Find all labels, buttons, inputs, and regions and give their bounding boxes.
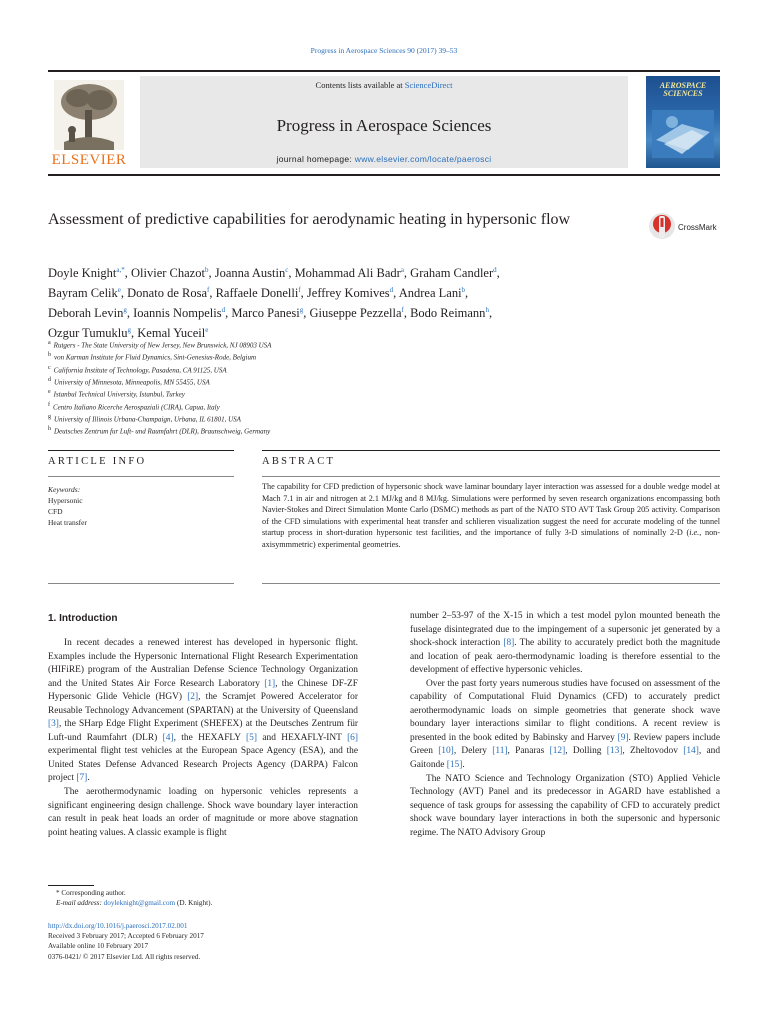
author-name[interactable]: Jeffrey Komives (306, 286, 390, 301)
crossmark-icon (648, 211, 676, 241)
affiliation-text: University of Illinois Urbana-Champaign, Urbana, IL 61801, USA (54, 415, 241, 424)
author-affiliation-marker[interactable]: a,* (116, 266, 125, 274)
affiliation-key: f (48, 401, 50, 408)
author-name[interactable]: Deborah Levin (48, 306, 124, 321)
citation-link[interactable]: [14] (683, 746, 699, 757)
journal-info-box (140, 76, 628, 168)
email-link[interactable]: doyleknight@gmail.com (103, 899, 176, 907)
sciencedirect-link[interactable]: ScienceDirect (404, 80, 453, 90)
affiliation-row (48, 350, 728, 362)
affiliation-text: Rutgers - The State University of New Jersey, New Brunswick, NJ 08903 USA (53, 341, 272, 350)
email-note (48, 898, 368, 908)
author-separator: , (488, 306, 493, 321)
body-text: , Zheltovodov (622, 746, 684, 757)
abstract-part: The capability for CFD prediction of hypersonic shock wave laminar boundary layer interaction was assessed for a double wedge model at Mach 7.1 in air and nitrogen at 2.1 MJ/kg and 8 MJ/kg. Simulations were performed by seven research organizations encompassing both Navier-Stokes and Direct Simulation Monte Carlo (DSMC) methods as part of the NATO STO AVT Task Group 205 activity. Comparison of the CFD simulations with experimental heat transfer and schlieren visualization suggest the need for accurate modeling of the tunnel startup process in short-duration hypersonic test facilities, and the importance of fully 3-D simulations of nominally 2-D ( (262, 482, 720, 537)
author-affiliation-marker[interactable]: b (204, 266, 209, 274)
body-text: The NATO Science and Technology Organization (STO) Applied Vehicle Technology (AVT) Panel and its predecessor in AGARD have established a sequence of task groups for assessing the capability of CFD to accurately predict shock wave boundary layer interactions in both the supersonic and hypersonic regime. The NATO Advisory Group (410, 773, 720, 838)
author-affiliation-marker[interactable]: g (123, 306, 127, 315)
citation-link[interactable]: [12] (549, 746, 566, 757)
article-info-heading: ARTICLE INFO (48, 456, 147, 467)
body-paragraph (410, 678, 720, 773)
body-text: , Dolling (565, 746, 607, 757)
body-text: , Panaras (507, 746, 550, 757)
footnotes (48, 888, 368, 908)
author-separator: , (208, 266, 215, 281)
abstract-heading: ABSTRACT (262, 456, 336, 467)
divider (48, 450, 234, 451)
journal-citation[interactable]: Progress in Aerospace Sciences 90 (2017) 39–53 (310, 46, 458, 55)
body-text: . Review papers include Green (410, 732, 720, 757)
homepage-prefix: journal homepage: (276, 154, 355, 164)
author-separator: , (403, 306, 411, 321)
body-paragraph (410, 773, 720, 841)
citation-link[interactable]: [4] (162, 732, 174, 743)
author-separator: , (465, 286, 469, 301)
citation-link[interactable]: [9] (617, 732, 629, 743)
journal-header (48, 70, 720, 176)
keywords-block (48, 484, 234, 528)
publisher-name: ELSEVIER (51, 152, 127, 168)
body-column-left (48, 637, 358, 840)
divider (262, 583, 720, 584)
cover-art-icon (652, 110, 714, 158)
keywords-label: Keywords: (48, 485, 81, 494)
citation-link[interactable]: [6] (347, 732, 358, 743)
affiliation-key: a (48, 340, 51, 346)
author-affiliation-marker[interactable]: e (117, 286, 121, 295)
body-paragraph (48, 786, 358, 840)
author-name[interactable]: Olivier Chazot (131, 266, 205, 281)
body-text: Over the past forty years numerous studies have focused on assessment of the capability of Computational Fluid Dynamics (CFD) to accurately predict aerothermodynamic loads on simple geometries that generate shock wave boundary layer interactions similar to flight conditions. A recent review is presented in the book edited by Babinsky and Harvey (410, 678, 720, 743)
author-affiliation-marker[interactable]: f (298, 286, 301, 295)
article-title: Assessment of predictive capabilities for aerodynamic heating in hypersonic flow (48, 211, 571, 228)
keyword: CFD (48, 507, 63, 516)
body-column-right (410, 610, 720, 840)
abstract-part: , non-axisymmmetric) experimental geometries. (262, 528, 720, 549)
crossmark-label: CrossMark (678, 223, 717, 232)
author-separator: , (131, 326, 138, 341)
citation-link[interactable]: [8] (503, 638, 515, 649)
body-text: , the SHarp Edge Flight Experiment (SHEFEX) at the Deutsches Zentrum für Luft-und Raumfahrt (DLR) (48, 719, 358, 743)
body-text: number 2–53-97 of the X-15 in which a test model pylon mounted beneath the fuselage disintegrated due to the impingement of a supersonic jet generated by a shock-shock interaction (410, 611, 720, 649)
author-affiliation-marker[interactable]: d (493, 266, 497, 274)
affiliation-text: Centro Italiano Ricerche Aerospaziali (CIRA), Capua, Italy (53, 402, 220, 411)
author-affiliation-marker[interactable]: c (285, 266, 289, 274)
body-text: experimental flight test vehicles at the European Space Agency (ESA), and the United States Defense Advanced Research Projects Agency (DARPA) Falcon project (48, 746, 358, 784)
affiliation-text: California Institute of Technology, Pasadena, CA 91125, USA (53, 365, 227, 374)
body-paragraph (48, 637, 358, 786)
citation-link[interactable]: [13] (606, 746, 623, 757)
abstract-italic: i.e. (689, 528, 700, 537)
citation-link[interactable]: [1] (264, 678, 276, 689)
divider (262, 450, 720, 451)
author-separator: , (126, 306, 134, 321)
affiliation-key: h (48, 426, 51, 433)
author-name[interactable]: Kemal Yuceil (137, 326, 206, 341)
affiliation-text: Deutsches Zentrum fur Luft- und Raumfahrt (DLR), Braunschweig, Germany (54, 427, 271, 436)
received-dates: Received 3 February 2017; Accepted 6 February 2017 (48, 932, 204, 941)
divider (48, 583, 234, 584)
affiliation-row (48, 412, 728, 424)
publication-info (48, 921, 368, 962)
author-name[interactable]: Ozgur Tumuklu (48, 326, 128, 341)
author-separator: , (300, 286, 307, 301)
affiliation-key: e (48, 389, 51, 396)
available-online: Available online 10 February 2017 (48, 942, 149, 951)
author-affiliation-marker[interactable]: b (461, 286, 466, 295)
keyword: Heat transfer (48, 518, 87, 527)
body-text: , the HEXAFLY (173, 732, 247, 743)
author-name[interactable]: Bodo Reimann (410, 306, 486, 321)
author-name[interactable]: Joanna Austin (214, 266, 286, 281)
citation-link[interactable]: [2] (187, 692, 199, 703)
contents-prefix: Contents lists available at (315, 80, 405, 90)
keyword: Hypersonic (48, 496, 83, 505)
affiliation-text: University of Minnesota, Minneapolis, MN 55455, USA (54, 378, 210, 387)
elsevier-logo[interactable] (48, 78, 130, 170)
author-separator: , (403, 266, 411, 281)
affiliation-row (48, 363, 728, 375)
homepage-line (140, 154, 628, 164)
elsevier-tree-icon (54, 80, 124, 150)
citation-link[interactable]: [10] (438, 746, 454, 757)
body-text: , the Chinese DF-ZF Hypersonic Glide Vehicle (HGV) (48, 678, 358, 703)
doi-link[interactable]: http://dx.doi.org/10.1016/j.paerosci.2017.02.001 (48, 922, 188, 930)
homepage-link[interactable]: www.elsevier.com/locate/paerosci (354, 154, 492, 164)
body-text: . The ability to accurately predict both the magnitude and location of peak aero-thermodynamic loading is therefore essential to the development of effective hypersonic vehicles. (410, 638, 720, 676)
body-text: In recent decades a renewed interest has developed in hypersonic flight. Examples include the Hypersonic International Flight Research Experimentation (HIFiRE) program of the Australian Defense Science Technology Organization and the United States Air Force Research Laboratory (48, 638, 358, 689)
body-text: , Delery (453, 746, 493, 757)
author-name[interactable]: Ioannis Nompelis (133, 306, 222, 321)
divider (262, 476, 720, 477)
citation-link[interactable]: [3] (48, 719, 59, 730)
affiliation-list (48, 338, 728, 437)
author-separator: , (288, 266, 295, 281)
author-affiliation-marker[interactable]: e (205, 326, 209, 335)
author-name[interactable]: Doyle Knight (48, 266, 117, 281)
body-text: . (462, 760, 465, 771)
crossmark-badge[interactable] (648, 211, 728, 243)
author-name[interactable]: Raffaele Donelli (215, 286, 299, 301)
body-text: The aerothermodynamic loading on hypersonic vehicles represents a significant engineering design challenge. Shock wave boundary layer interaction can result in peak heat loads an order of magnitude or more above stagnation point heating values. A classic example is flight (48, 787, 358, 838)
author-affiliation-marker[interactable]: d (389, 286, 394, 295)
affiliation-row (48, 338, 728, 350)
author-affiliation-marker[interactable]: f (207, 286, 210, 295)
author-affiliation-marker[interactable]: g (299, 306, 304, 315)
contents-line (140, 80, 628, 90)
affiliation-row (48, 424, 728, 436)
body-text: , and Gaitonde (410, 746, 721, 771)
author-name[interactable]: Andrea Lani (398, 286, 462, 301)
affiliation-row (48, 400, 728, 412)
affiliation-text: von Karman Institute for Fluid Dynamics, Sint-Genesius-Rode, Belgium (54, 353, 256, 362)
cover-title-line1: AEROSPACE (659, 81, 707, 90)
affiliation-row (48, 375, 728, 387)
author-affiliation-marker[interactable]: g (127, 326, 132, 335)
affiliation-key: b (48, 352, 51, 359)
citation-link[interactable]: [15] (446, 760, 463, 771)
author-list (48, 262, 688, 343)
body-text: , the Scramjet Powered Accelerator for Reusable Technology Advancement (SPARTAN) at the University of Queensland (48, 692, 358, 716)
author-affiliation-marker[interactable]: a (400, 266, 404, 274)
author-name[interactable]: Bayram Celik (48, 286, 118, 301)
citation-link[interactable]: [5] (246, 732, 257, 743)
author-separator: , (303, 306, 310, 321)
author-separator: , (496, 266, 500, 281)
author-separator: , (393, 286, 399, 301)
affiliation-key: c (48, 364, 51, 371)
author-affiliation-marker[interactable]: h (485, 306, 489, 315)
author-separator: , (124, 266, 132, 281)
footnote-divider (48, 885, 94, 886)
affiliation-key: g (48, 413, 51, 420)
corresponding-author-note: * Corresponding author. (56, 889, 126, 897)
email-suffix: (D. Knight). (175, 899, 213, 907)
author-name[interactable]: Donato de Rosa (127, 286, 207, 301)
copyright: 0376-0421/ © 2017 Elsevier Ltd. All rights reserved. (48, 952, 201, 961)
author-name[interactable]: Giuseppe Pezzella (309, 306, 402, 321)
cover-title (648, 82, 718, 98)
body-paragraph (410, 610, 720, 678)
author-affiliation-marker[interactable]: f (401, 306, 404, 315)
section-heading-introduction: 1. Introduction (48, 613, 118, 624)
journal-cover-image[interactable] (646, 76, 720, 168)
body-text: and HEXAFLY-INT (256, 732, 348, 743)
divider (48, 476, 234, 477)
body-text: . (87, 773, 90, 784)
author-name[interactable]: Mohammad Ali Badr (294, 266, 401, 281)
citation-link[interactable]: [7] (76, 773, 88, 784)
author-separator: , (120, 286, 128, 301)
affiliation-row (48, 387, 728, 399)
affiliation-key: d (48, 376, 51, 383)
cover-title-line2: SCIENCES (663, 89, 703, 98)
author-name[interactable]: Marco Panesi (231, 306, 300, 321)
citation-link[interactable]: [11] (492, 746, 508, 757)
email-label: E-mail address: (56, 899, 104, 907)
journal-title: Progress in Aerospace Sciences (276, 116, 492, 135)
affiliation-text: Istanbul Technical University, Istanbul, Turkey (53, 390, 185, 399)
author-name[interactable]: Graham Candler (410, 266, 494, 281)
abstract-text (262, 481, 720, 550)
author-affiliation-marker[interactable]: d (221, 306, 226, 315)
author-separator: , (225, 306, 232, 321)
author-separator: , (209, 286, 216, 301)
